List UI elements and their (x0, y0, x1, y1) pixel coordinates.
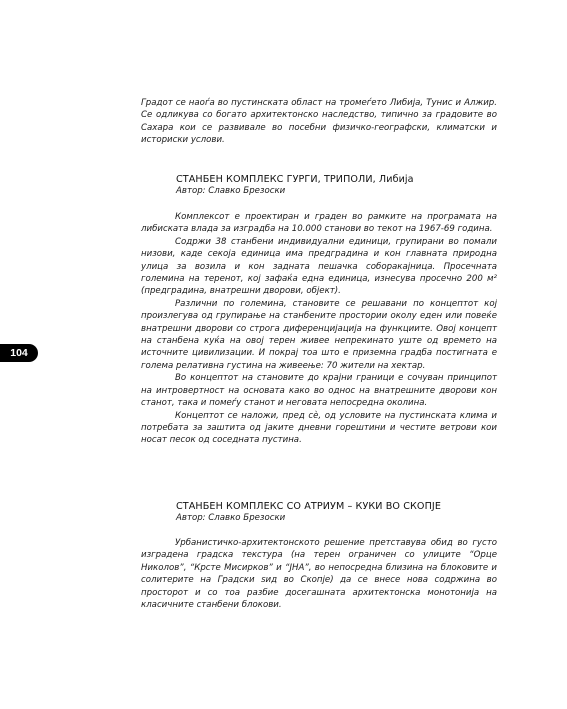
section-2-paragraph-1: Урбанистичко-архитектонското решение претставува обид во густо изградена градска текстура (на терен ограничен со улиците “Орце Николов”, “Крсте Мисирков” и “ЈНА”, во непосредна близина на блоковите и солитерите на Градски ѕид во Скопје) да се внесе нова содржина во просторот и со тоа разбие досегашната архитектонска монотонија на класичните станбени блокови. (141, 538, 497, 611)
section-1-body (141, 211, 497, 447)
section-1-author: Автор: Славко Брезоски (176, 186, 286, 196)
section-2-body (141, 537, 497, 611)
section-1-paragraph-5: Концептот се наложи, пред сè, од условите на пустинската клима и потребата за заштита од јаките дневни горештини и честите ветрови кои носат песок од соседната пустина. (141, 410, 497, 446)
section-1-paragraph-3: Различни по големина, становите се решавани по концептот кој произлегува од групирање на станбените простории околу еден или повеќе внатрешни дворови со строга диференцијација на функциите. Овој концепт на станбена куќа на овој терен живее непрекинато уште од времето на источните цивилизации. И покрај тоа што е приземна градба постигната е голема релативна густина на живеење: 70 жители на хектар. (141, 298, 497, 371)
intro-text: Градот се наоѓа во пустинската област на тромеѓето Либија, Тунис и Алжир. Се одликува со богато архитектонско наследство, типично за градовите во Сахара кои се развивале во посебни физичко-географски, климатски и историски услови. (141, 98, 497, 146)
section-1-title: СТАНБЕН КОМПЛЕКС ГУРГИ, ТРИПОЛИ, Либија (176, 174, 414, 185)
intro-paragraph (141, 97, 497, 147)
section-2-title: СТАНБЕН КОМПЛЕКС СО АТРИУМ – КУКИ ВО СКОПЈЕ (176, 501, 441, 512)
section-1-paragraph-1: Комплексот е проектиран и граден во рамките на програмата на либиската влада за изградба на 10.000 станови во текот на 1967-69 година. (141, 212, 497, 235)
section-2-author: Автор: Славко Брезоски (176, 513, 286, 523)
section-1-paragraph-4: Во концептот на становите до крајни граници е сочуван принципот на интровертност на основата како во однос на внатрешните дворови кон станот, така и помеѓу станот и неговата непосредна околина. (141, 373, 497, 409)
section-1-paragraph-2: Содржи 38 станбени индивидуални единици, групирани во помали низови, каде секоја единица има предградина и кон главната природна улица за возила и кон задната пешачка соборакајница. Просечната големина на теренот, кој зафаќа една единица, изнесува просечно 200 м² (предградина, внатрешни дворови, објект). (141, 236, 497, 297)
page-number-tab: 104 (0, 344, 38, 362)
